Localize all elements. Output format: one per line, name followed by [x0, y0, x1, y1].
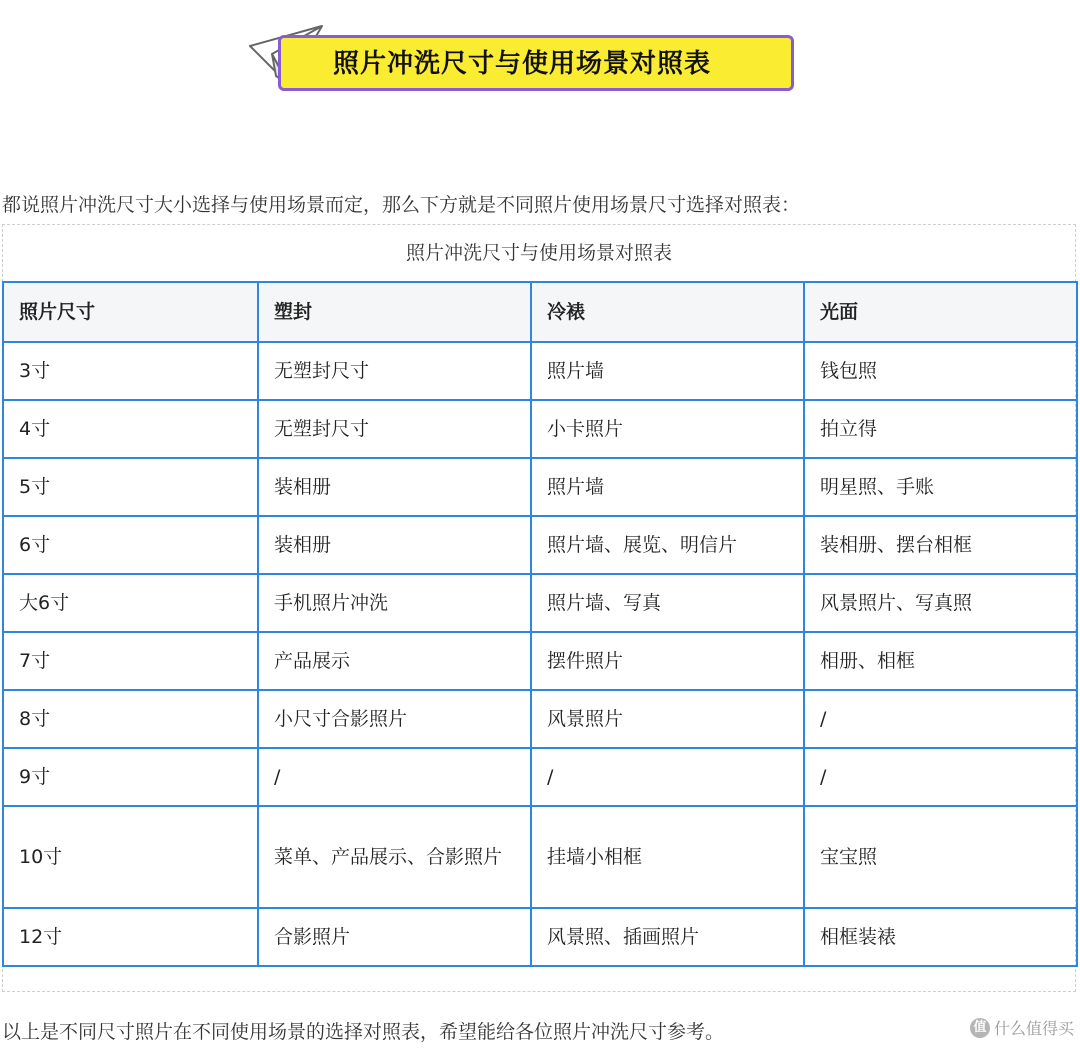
- table-cell: 挂墙小相框: [531, 806, 804, 908]
- table-cell: 照片墙、写真: [531, 574, 804, 632]
- intro-paragraph: 都说照片冲洗尺寸大小选择与使用场景而定，那么下方就是不同照片使用场景尺寸选择对照表：: [2, 194, 801, 216]
- table-cell: 拍立得: [804, 400, 1077, 458]
- table-cell: 大6寸: [3, 574, 258, 632]
- header-cell: 光面: [804, 282, 1077, 342]
- smzdm-logo-icon: 值: [970, 1018, 990, 1038]
- table-row: [3, 632, 1077, 690]
- table-row: [3, 574, 1077, 632]
- table-cell: 8寸: [3, 690, 258, 748]
- banner-title: 照片冲洗尺寸与使用场景对照表: [333, 49, 712, 79]
- table-cell: 5寸: [3, 458, 258, 516]
- table-cell: 照片墙: [531, 458, 804, 516]
- header-cell: 塑封: [258, 282, 531, 342]
- table-cell: /: [804, 690, 1077, 748]
- table-cell: 合影照片: [258, 908, 531, 966]
- table-cell: 风景照片: [531, 690, 804, 748]
- table-cell: /: [804, 748, 1077, 806]
- table-cell: 12寸: [3, 908, 258, 966]
- watermark-text: 什么值得买: [993, 1019, 1074, 1038]
- table-cell: 风景照、插画照片: [531, 908, 804, 966]
- table-cell: 3寸: [3, 342, 258, 400]
- table-header-row: [3, 282, 1077, 342]
- table-cell: 装相册、摆台相框: [804, 516, 1077, 574]
- table-cell: 6寸: [3, 516, 258, 574]
- table-cell: /: [531, 748, 804, 806]
- table-row: [3, 690, 1077, 748]
- table-row: [3, 400, 1077, 458]
- watermark: [970, 1016, 1074, 1039]
- table-cell: 菜单、产品展示、合影照片: [258, 806, 531, 908]
- table-row: [3, 458, 1077, 516]
- table-cell: 手机照片冲洗: [258, 574, 531, 632]
- size-scene-table: [2, 281, 1078, 967]
- size-scene-table-block: [2, 224, 1076, 992]
- table-cell: 照片墙、展览、明信片: [531, 516, 804, 574]
- header-cell: 照片尺寸: [3, 282, 258, 342]
- table-cell: /: [258, 748, 531, 806]
- table-cell: 小尺寸合影照片: [258, 690, 531, 748]
- table-cell: 7寸: [3, 632, 258, 690]
- table-caption: 照片冲洗尺寸与使用场景对照表: [405, 242, 672, 264]
- table-cell: 无塑封尺寸: [258, 342, 531, 400]
- table-row: [3, 516, 1077, 574]
- table-cell: 风景照片、写真照: [804, 574, 1077, 632]
- table-cell: 装相册: [258, 516, 531, 574]
- table-cell: 装相册: [258, 458, 531, 516]
- table-cell: 产品展示: [258, 632, 531, 690]
- table-cell: 相册、相框: [804, 632, 1077, 690]
- table-cell: 钱包照: [804, 342, 1077, 400]
- table-row: [3, 806, 1077, 908]
- table-row: [3, 342, 1077, 400]
- table-cell: 9寸: [3, 748, 258, 806]
- table-cell: 明星照、手账: [804, 458, 1077, 516]
- table-cell: 摆件照片: [531, 632, 804, 690]
- table-row: [3, 748, 1077, 806]
- table-cell: 无塑封尺寸: [258, 400, 531, 458]
- table-cell: 10寸: [3, 806, 258, 908]
- outro-paragraph: 以上是不同尺寸照片在不同使用场景的选择对照表，希望能给各位照片冲洗尺寸参考。: [2, 1021, 725, 1043]
- title-banner: [278, 35, 794, 91]
- table-cell: 相框装裱: [804, 908, 1077, 966]
- table-cell: 4寸: [3, 400, 258, 458]
- table-cell: 宝宝照: [804, 806, 1077, 908]
- table-cell: 照片墙: [531, 342, 804, 400]
- header-cell: 冷裱: [531, 282, 804, 342]
- table-cell: 小卡照片: [531, 400, 804, 458]
- table-row: [3, 908, 1077, 966]
